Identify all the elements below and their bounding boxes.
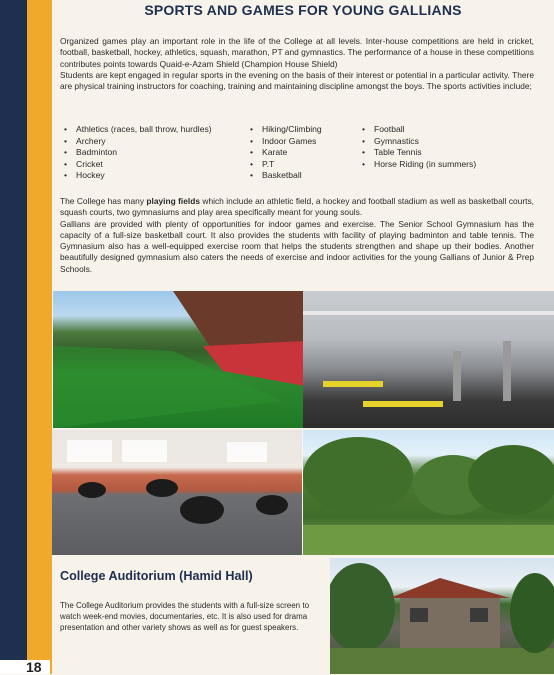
auditorium-title: College Auditorium (Hamid Hall) bbox=[60, 569, 253, 583]
playing-fields-highlight: playing fields bbox=[146, 196, 201, 206]
garden bbox=[330, 648, 554, 674]
side-band-navy bbox=[0, 0, 27, 674]
tree-canopy bbox=[468, 445, 554, 515]
indoor-illustration bbox=[52, 430, 302, 555]
list-item: • Gymnastics bbox=[360, 136, 476, 148]
hall-building bbox=[400, 598, 500, 648]
facilities-paragraph-2: Gallians are provided with plenty of opportunities for indoor games and exercise. The Senior School Gymnasium has the capacity of a full-size basketball court. It also provides the students with facility of playing badminton and table tennis. The Gymnasium also has a well-equipped exercise room that helps the students strengthen and shape up their bodies. Another beautifully designed gymnasium also caters the needs of exercise and indoor activities for the young Gallians of Junior & Prep Schools. bbox=[60, 218, 534, 274]
intro-paragraph-2: Students are kept engaged in regular sports in the evening on the basis of their interest or potential in a particular activity. There are physical training instructors for coaching, training and maintaining discipline amongst the boys. The sports activities include; bbox=[60, 69, 534, 92]
window bbox=[67, 440, 112, 462]
student-figure bbox=[146, 479, 178, 497]
list-item: • Horse Riding (in summers) bbox=[360, 159, 476, 171]
list-item: • P.T bbox=[248, 159, 322, 171]
gym-illustration bbox=[303, 291, 554, 428]
list-item: • Archery bbox=[62, 136, 212, 148]
gym-photo bbox=[303, 291, 554, 428]
auditorium-illustration bbox=[330, 558, 554, 674]
facilities-text-run: The College has many bbox=[60, 196, 147, 206]
list-item: • Basketball bbox=[248, 170, 322, 182]
page-title: SPORTS AND GAMES FOR YOUNG GALLIANS bbox=[144, 2, 462, 18]
activities-column-1 bbox=[62, 124, 212, 182]
lawn bbox=[303, 525, 554, 555]
stadium-photo bbox=[53, 291, 305, 428]
ceiling-light bbox=[303, 311, 554, 315]
auditorium-text: The College Auditorium provides the students with a full-size screen to watch week-end movies, documentaries, etc. It is also used for drama presentation and other variety shows as well as for guest speakers. bbox=[60, 601, 310, 633]
page-number: 18 bbox=[0, 660, 50, 674]
yellow-mat bbox=[323, 381, 383, 387]
list-item: • Hiking/Climbing bbox=[248, 124, 322, 136]
hall-window bbox=[410, 608, 428, 622]
machine-frame bbox=[503, 341, 511, 401]
tree-canopy bbox=[303, 437, 413, 513]
activities-column-2 bbox=[248, 124, 322, 182]
list-item: • Badminton bbox=[62, 147, 212, 159]
machine-frame bbox=[453, 351, 461, 401]
stadium-illustration bbox=[53, 291, 305, 428]
activities-list bbox=[60, 124, 534, 184]
list-item: • Football bbox=[360, 124, 476, 136]
student-figure bbox=[180, 496, 224, 524]
yellow-mat bbox=[363, 401, 443, 407]
window bbox=[227, 442, 267, 462]
intro-paragraph-1: Organized games play an important role in the life of the College at all levels. Inter-house competitions are held in cricket, football, basketball, hockey, athletics, squash, marathon, PT and gymnastics. The performance of a house in these competitions contributes points towards Quaid-e-Azam Shield (Champion House Shield) bbox=[60, 36, 534, 69]
tree-canopy bbox=[330, 563, 395, 653]
list-item: • Table Tennis bbox=[360, 147, 476, 159]
list-item: • Athletics (races, ball throw, hurdles) bbox=[62, 124, 212, 136]
window bbox=[122, 440, 167, 462]
hall-window bbox=[470, 608, 488, 622]
student-figure bbox=[78, 482, 106, 498]
intro-text bbox=[60, 36, 534, 92]
list-item: • Indoor Games bbox=[248, 136, 322, 148]
activities-column-3 bbox=[360, 124, 476, 170]
list-item: • Karate bbox=[248, 147, 322, 159]
trees-illustration bbox=[303, 430, 554, 555]
auditorium-photo bbox=[330, 558, 554, 674]
list-item: • Hockey bbox=[62, 170, 212, 182]
facilities-text bbox=[60, 196, 534, 275]
indoor-exercise-photo bbox=[52, 430, 302, 555]
trees-campus-photo bbox=[303, 430, 554, 555]
facilities-text-run: which include an athletic field, a hockey and football stadium as well as basketball courts, squash courts, two gymnasiums and play area specifically meant for young souls. bbox=[60, 196, 534, 218]
facilities-paragraph-1 bbox=[60, 196, 534, 219]
student-figure bbox=[256, 495, 288, 515]
tree-canopy bbox=[510, 573, 554, 653]
list-item: • Cricket bbox=[62, 159, 212, 171]
hall-roof bbox=[390, 578, 510, 598]
side-band-gold bbox=[27, 0, 52, 674]
